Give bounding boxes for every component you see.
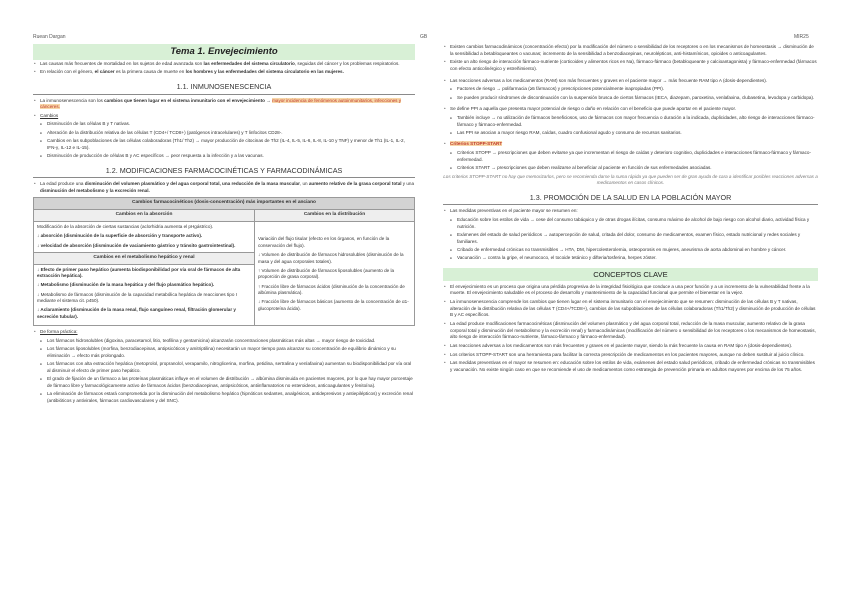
table-item: ↓ absorción (disminución de la superficie de absorción y transporte activo).	[37, 233, 203, 239]
table-item: ↓ Metabolismo de fármacos (disminución de la capacidad metabólica hepática de reacciones tipo I mediante el sistema cit. p450).	[37, 291, 237, 304]
list-item: ● Exámenes del estado de salud periódicos → autopercepción de salud, critada del dolor, consumo de medicamentos, examen físico, estado nutricional y redes sociales y familiares.	[443, 232, 818, 245]
cambios-label: • Cambios	[33, 113, 415, 120]
list-item: ● La eliminación de fármacos estará comprometida por la disminución del metabolismo hepático (hipnóticos sedantes, analgésicos, antidepresivos y antiepilépticos) y excreción renal (antibióticos y antivirales, fármacos cardiovasculares y del SNC).	[33, 391, 415, 404]
criterios-label: • Criterios STOPP-START	[443, 141, 818, 148]
promo-paragraph: • Las medidas preventivas en el paciente mayor se resumen en:	[443, 208, 818, 215]
table-title: Cambios farmacocinéticos (dosis-concentración) más importantes en el anciano	[34, 198, 415, 210]
section-heading: 1.3. PROMOCIÓN DE LA SALUD EN LA POBLACIÓN MAYOR	[443, 193, 818, 205]
table-item: ↓ Metabolismo (disminución de la masa hepática y del flujo plasmático hepático).	[37, 282, 215, 288]
table-header: Cambios en la absorción	[34, 210, 255, 222]
table-item: ↑ Volumen de distribución de fármacos liposolubles (aumento de la proporción de grasa corporal).	[257, 267, 395, 280]
list-item: • Existe un alto riesgo de interacción fármaco-nutriente (corticoides y alimentos ricos en Na), fármaco-fármaco (betabloqueante y calcioantagonista) y fármaco-enfermedad (fármacos con efecto anticolinérgico y estreñimiento).	[443, 59, 818, 72]
forma-label: • De forma práctica:	[33, 329, 415, 336]
ppi-paragraph: • Se define PPI a aquella que presenta mayor potencial de riesgo o daño en relación con el beneficio que puede aportar en el paciente mayor.	[443, 106, 818, 113]
intro-item: • En relación con el género, el cáncer es la primera causa de muerte en los hombres y las enfermedades del sistema circulatorio en las mujeres.	[33, 69, 415, 76]
list-item: ● Los fármacos con alta extracción hepática (metoprolol, propranolol, verapamilo, nitroglicerina, morfina, petidina, sertralina y venlafaxina) aumentan su biodisponibilidad por vía oral al disminuir el efecto de primer paso hepático.	[33, 361, 415, 374]
concept-item: • La inmunosenescencia comprende los cambios que tienen lugar en el sistema inmunitario con el envejecimiento que se resumen: disminución de las células B y T nativas, alteración de la distribución relativa de las células T (CD4+/TCD8+), cambios de las subpoblaciones de las células colaboradoras (Th1/Th2) y disminución de producción de células B y AC específicos.	[443, 299, 818, 319]
list-item: ● Alteración de la distribución relativa de las células T (CD4+/ TCD8+) (patógenos intracelulares) y T linfocitos CD28-.	[33, 130, 415, 137]
list-item: ● Disminución de las células B y T nativas.	[33, 121, 415, 128]
table-item: Variación del flujo tisular (efecto en los órganos, en función de la conservación del flujo).	[257, 236, 390, 248]
table-cell	[34, 222, 255, 326]
list-item: ● Cambios en las subpoblaciones de las células colaboradoras (Th1/ Th2) → mayor producción de citocinas de Th2 (IL-4, IL-5, IL-6, IL-8, IL-10 y TNF) y menor de Th1 (IL-1, IL-2, IFN-γ, IL-12 e IL-15).	[33, 138, 415, 151]
table-item: ↑ Fracción libre de fármacos ácidos (disminución de la concentración de albúmina plasmática).	[257, 283, 405, 296]
ram-paragraph: • Las reacciones adversas a los medicamentos (RAM) son más frecuentes y graves en el paciente mayor → más frecuente RAM tipo A (dosis-dependientes).	[443, 78, 818, 85]
list-item: ● También incluye → no utilización de fármacos beneficiosos, uso de fármacos con mayor frecuencia o duración a la indicada, duplicidades, alto riesgo de interacciones fármaco-fármaco y fármaco-enfermedad.	[443, 115, 818, 128]
farma-paragraph: • La edad produce una disminución del volumen plasmático y del agua corporal total, una reducción de la masa muscular, un aumento relativo de la grasa corporal total y una disminución del metabolismo y la excreción renal.	[33, 181, 415, 194]
header-center: GB	[420, 34, 428, 40]
table-item: ↓ Aclaramiento (disminución de la masa renal, flujo sanguíneo renal, filtración glomerular y secreción tubular).	[37, 307, 236, 320]
criterios-note: Los criterios STOPP-START no hay que memorizarlos, pero se recomienda darse la suma rápida ya que pueden ser de gran ayuda de cara a identificar posibles reacciones adversas a medicamentos en casos clínicos.	[443, 173, 818, 186]
table-header: Cambios en la distribución	[254, 210, 414, 222]
list-item: ● Las PPI se asocian a mayor riesgo RAM, caídas, cuadro confusional agudo y consumo de recursos sanitarios.	[443, 130, 818, 137]
list-item: ● Factores de riesgo → polifarmacia (≥5 fármacos) y prescripciones potencialmente inapropiadas (PPI).	[443, 86, 818, 93]
list-item: ● Los fármacos hidrosolubles (digoxina, paracetamol, litio, teofilina y gentamicina) alcanzarán concentraciones plasmáticas más altas → mayor riesgo de toxicidad.	[33, 338, 415, 345]
header-code: MIR25	[794, 34, 809, 40]
list-item: ● Se pueden producir síndromes de discontinuación con la suspensión brusca de ciertos fármacos (IECA, diazepam, paroxetina, venlafaxina, clubasetina, levodopa y carbidopa).	[443, 95, 818, 102]
list-item: ● Criterios STOPP → prescripciones que deben evitarse ya que incrementan el riesgo de caídas y deterioro cognitivo, duplicidades e interacciones fármaco-fármaco y fármaco-enfermedad.	[443, 150, 818, 163]
right-column	[443, 44, 818, 376]
list-item: ● Criterios START → prescripciones que deben realizarse al beneficiar al paciente en función de sus enfermedades asociadas.	[443, 165, 818, 172]
concept-item: • Las medidas preventivas en el mayor se resumen en: educación sobre los estilos de vida, exámenes del estado salud periódicos, cribado de enfermedad crónicas no transmisibles y vacunación. No existe ningún caso en que se recomiende el uso de medicamentos como estrategia de prevención primaria en adultos mayores por encima de los 75 años.	[443, 360, 818, 373]
list-item: • Existen cambios farmacodinámicos (concentración efecto) por la modificación del número o sensibilidad de los receptores o en los mecanismos de homeostasis → disminución de la sensibilidad a betabloqueantes o vacunas; incremento de la sensibilidad a benzodiacepinas, neurolépticos, anti-histamínicos, opioides o anticoagulantes.	[443, 44, 818, 57]
table-header: Cambios en el metabolismo hepático y renal	[34, 252, 254, 265]
table-item: ↓ velocidad de absorción (disminución de vaciamiento gástrico y tránsito gastrointestinal).	[37, 242, 236, 248]
section-heading: CONCEPTOS CLAVE	[443, 268, 818, 281]
table-item: ↓ Efecto de primer paso hepático (aumenta biodisponibilidad por vía oral de fármacos de alta extracción hepática).	[37, 266, 241, 279]
table-item: Modificación de la absorción de ciertas sustancias (aclorhidria aumenta el pHgástrico).	[37, 224, 214, 230]
table-cell	[254, 222, 414, 326]
section-heading: 1.2. MODIFICACIONES FARMACOCINÉTICAS Y FARMACODINÁMICAS	[33, 166, 415, 178]
left-column	[33, 44, 415, 406]
list-item: ● Los fármacos liposolubles (morfina, benzodiacepinas, antipsicóticos y amitriptilina) necesitarán un mayor tiempo para alcanzar su concentración de equilibrio dinámico y su eliminación → efecto más prolongado.	[33, 346, 415, 359]
concept-item: • El envejecimiento es un proceso que origina una pérdida progresiva de la integridad fisiológica que conduce a una peor función y a un incremento de la vulnerabilidad frente a la muerte. El envejecimiento saludable es el proceso de desarrollo y mantenimiento de la capacidad funcional que permite el bienestar en la vejez.	[443, 284, 818, 297]
list-item: ● Disminución de producción de células B y AC específicos → peor respuesta a la infección y a las vacunas.	[33, 153, 415, 160]
table-item: ↓ Volumen de distribución de fármacos hidrosolubles (disminución de la masa y del agua corporales totales).	[257, 252, 404, 264]
list-item: ● El grado de fijación de un fármaco a las proteínas plasmáticas influye en el volumen de distribución → albúmina disminuida en pacientes mayores, por lo que hay mayor porcentaje de fármaco libre y farmacológicamente activo de fármacos ácidos (benzodiacepinas, antipsicóticos, antiinflamatorios no esteroideos, anticoagulantes y fenitoína).	[33, 376, 415, 389]
section-heading: 1.1. INMUNOSENESCENCIA	[33, 82, 415, 94]
concept-item: • Las reacciones adversas a los medicamentos son más frecuentes y graves en el paciente mayor, siendo la más frecuente la causa en RAM tipo A (dosis-dependientes).	[443, 343, 818, 350]
concept-item: • Los criterios STOPP-START son una herramienta para facilitar la correcta prescripción de medicamentos en los pacientes mayores, aunque no deben sustituir al juicio clínico.	[443, 352, 818, 359]
table-item: ↓ Fracción libre de fármacos básicos (aumento de la concentración de α1-glucoproteína ácida).	[257, 299, 409, 312]
concept-item: • La edad produce modificaciones farmacocinéticas (disminución del volumen plasmático y del agua corporal total, reducción de la masa muscular, aumento relativo de la grasa corporal total y disminución del metabolismo y la excreción renal) y farmacodinámicas (modificación del número o sensibilidad de los receptores o los mecanismos de homeostasis, alto riesgo de interacción fármaco-nutriente, fármaco-fármaco y fármaco-enfermedad).	[443, 321, 818, 341]
inmuno-paragraph: • La inmunosenescencia son los cambios que tienen lugar en el sistema inmunitario con el envejecimiento → mayor incidencia de fenómenos autoinmunitarios, infecciones y cánceres.	[33, 98, 415, 111]
header-author: Ruean Dargan	[33, 34, 66, 40]
page-title: Tema 1. Envejecimiento	[33, 44, 415, 60]
list-item: ● Cribado de enfermedad crónicas no transmisibles → HTA, DM, hipercolesterolemia, osteoporosis en mujeres, aneurisma de aorta abdominal en hombre y cáncer.	[443, 247, 818, 254]
pharmacokinetics-table	[33, 197, 415, 326]
intro-item: • Las causas más frecuentes de mortalidad en los sujetos de edad avanzada son las enfermedades del sistema circulatorio, seguidas del cáncer y los problemas respiratorios.	[33, 61, 415, 68]
list-item: ● Educación sobre los estilos de vida → cese del consumo tabáquico y de otras drogas ilícitas, consumo máximo de alcohol de bajo riesgo con alcohol diario, actividad física y nutrición.	[443, 217, 818, 230]
list-item: ● Vacunación → contra la gripe, el neumococo, el tocoide tetánico y difteria/tosferina, herpes zóster.	[443, 255, 818, 262]
